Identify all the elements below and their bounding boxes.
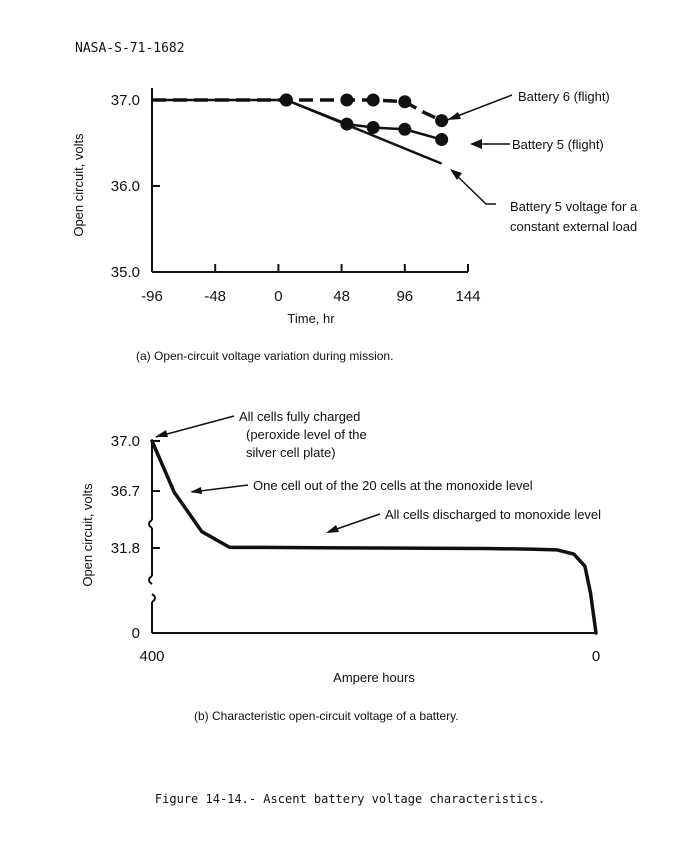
annotation-fully-charged-line2: (peroxide level of the <box>246 427 367 442</box>
panel-b-annotation-fully-charged <box>155 409 367 460</box>
series-battery-6-point <box>435 114 448 127</box>
report-number: NASA-S-71-1682 <box>75 41 185 56</box>
panel-a-caption: (a) Open-circuit voltage variation during mission. <box>136 349 394 363</box>
panel-a-x-tick-label: 96 <box>396 288 414 305</box>
annotation-one-cell-text: One cell out of the 20 cells at the monoxide level <box>253 478 533 493</box>
series-battery-6-point <box>340 94 353 107</box>
annotation-fully-charged-line1: All cells fully charged <box>239 409 361 424</box>
annotation-arrowhead <box>155 430 168 437</box>
panel-b-axis-break-bottom <box>149 576 152 584</box>
panel-b-y-tick-label: 36.7 <box>110 483 140 500</box>
panel-a-x-tick-label: 48 <box>333 288 350 305</box>
annotation-constant-load-line2: constant external load <box>510 219 638 234</box>
figure-caption: Figure 14-14.- Ascent battery voltage characteristics. <box>154 792 546 806</box>
annotation-arrowhead <box>447 112 461 120</box>
panel-b-annotation-discharged <box>326 507 601 533</box>
series-battery-6-point <box>367 94 380 107</box>
panel-a-x-tick-label: -96 <box>141 288 163 305</box>
panel-b-axis-break-lower <box>152 594 155 602</box>
series-battery-5-line <box>152 100 442 140</box>
panel-a-y-label: Open circuit, volts <box>71 133 86 237</box>
panel-b-y-label: Open circuit, volts <box>80 483 95 587</box>
panel-b-y-tick-label: 31.8 <box>110 540 140 557</box>
panel-b-x-label: Ampere hours <box>333 670 415 685</box>
panel-a-y-tick-label: 35.0 <box>110 264 140 281</box>
panel-a-x-tick-label: -48 <box>204 288 227 305</box>
panel-a-y-tick-label: 37.0 <box>110 92 140 109</box>
panel-a-annotation-battery5 <box>470 137 604 152</box>
panel-b-annotation-one-cell <box>190 478 533 494</box>
panel-a-annotation-battery6 <box>447 89 610 120</box>
annotation-battery5-text: Battery 5 (flight) <box>512 137 604 152</box>
panel-a-x-label: Time, hr <box>287 311 335 326</box>
panel-b-x-tick-label: 0 <box>591 648 601 665</box>
annotation-arrowhead <box>470 139 482 149</box>
panel-b-y-tick-label: 0 <box>131 625 140 642</box>
panel-a-x-tick-label: 0 <box>274 288 283 305</box>
annotation-constant-load-line1: Battery 5 voltage for a <box>510 199 638 214</box>
panel-a-x-tick-label: 144 <box>455 288 481 305</box>
series-open-circuit-voltage-line <box>152 441 596 633</box>
panel-b-axis-break-top <box>149 520 152 528</box>
panel-b-caption: (b) Characteristic open-circuit voltage of a battery. <box>194 709 459 723</box>
chart-panel-a <box>71 88 638 363</box>
annotation-arrowhead <box>190 487 202 494</box>
annotation-fully-charged-line3: silver cell plate) <box>246 445 336 460</box>
panel-b-x-tick-label: 400 <box>139 648 165 665</box>
panel-a-annotation-constant-load <box>450 169 638 234</box>
annotation-arrowhead <box>326 525 339 533</box>
series-battery-5-point <box>435 133 448 146</box>
panel-b-y-tick-label: 37.0 <box>110 433 140 450</box>
series-battery-6-point <box>398 95 411 108</box>
annotation-arrow-line <box>156 416 234 437</box>
panel-a-y-tick-label: 36.0 <box>110 178 140 195</box>
annotation-discharged-text: All cells discharged to monoxide level <box>385 507 602 522</box>
series-battery-5-point <box>398 123 411 136</box>
series-battery-5-point <box>367 121 380 134</box>
chart-panel-b <box>80 409 601 723</box>
annotation-battery6-text: Battery 6 (flight) <box>518 89 610 104</box>
